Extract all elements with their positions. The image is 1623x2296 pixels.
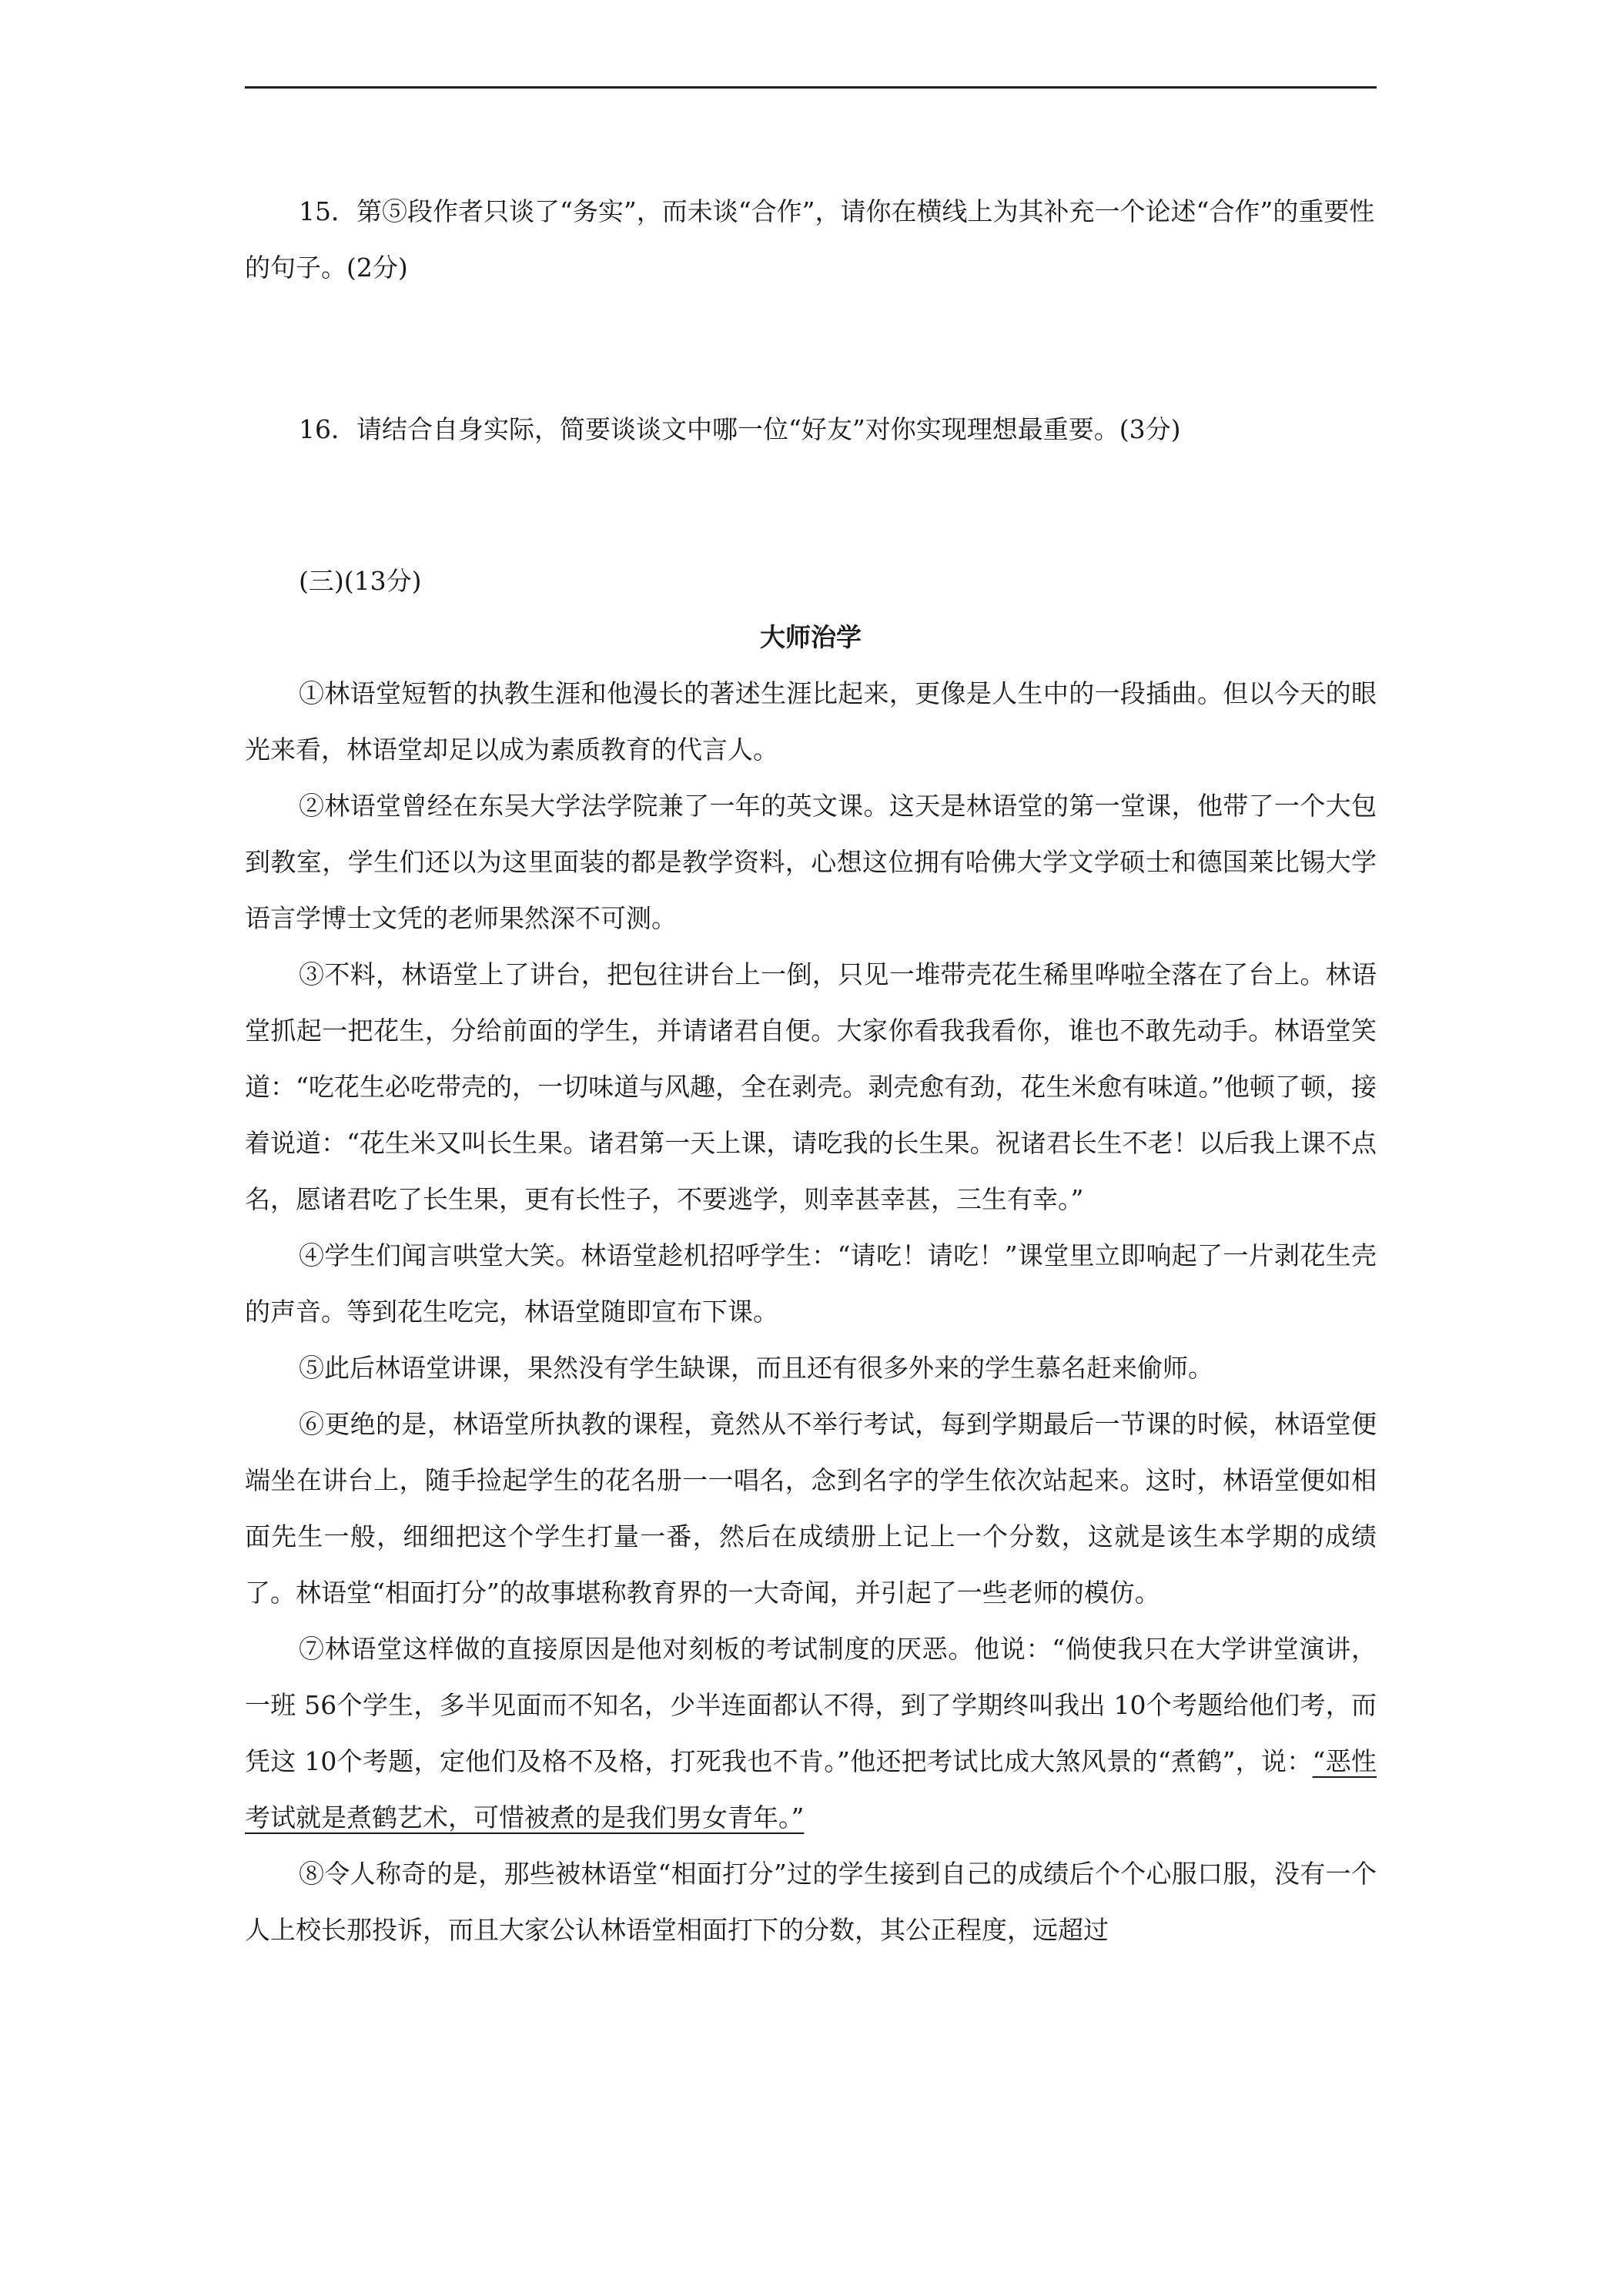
paragraph-4: ④学生们闻言哄堂大笑。林语堂趁机招呼学生：“请吃！请吃！”课堂里立即响起了一片剥花生壳的声音。等到花生吃完，林语堂随即宣布下课。 bbox=[245, 1240, 1377, 1327]
question-16 bbox=[245, 401, 1377, 457]
header-rule bbox=[245, 86, 1377, 89]
paragraph-1: ①林语堂短暂的执教生涯和他漫长的著述生涯比起来，更像是人生中的一段插曲。但以今天的眼光来看，林语堂却足以成为素质教育的代言人。 bbox=[245, 678, 1377, 765]
paragraph-2: ②林语堂曾经在东吴大学法学院兼了一年的英文课。这天是林语堂的第一堂课，他带了一个大包到教室，学生们还以为这里面装的都是教学资料，心想这位拥有哈佛大学文学硕士和德国莱比锡大学语言学博士文凭的老师果然深不可测。 bbox=[245, 791, 1377, 933]
paragraph-3: ③不料，林语堂上了讲台，把包往讲台上一倒，只见一堆带壳花生稀里哗啦全落在了台上。林语堂抓起一把花生，分给前面的学生，并请诸君自便。大家你看我我看你，谁也不敢先动手。林语堂笑道：“吃花生必吃带壳的，一切味道与风趣，全在剥壳。剥壳愈有劲，花生米愈有味道。”他顿了顿，接着说道：“花生米又叫长生果。诸君第一天上课，请吃我的长生果。祝诸君长生不老！以后我上课不点名，愿诸君吃了长生果，更有长性子，不要逃学，则幸甚幸甚，三生有幸。” bbox=[245, 959, 1377, 1214]
paragraph-8: ⑧令人称奇的是，那些被林语堂“相面打分”过的学生接到自己的成绩后个个心服口服，没有一个人上校长那投诉，而且大家公认林语堂相面打下的分数，其公正程度，远超过 bbox=[245, 1859, 1377, 1945]
paragraph-7 bbox=[245, 1621, 1377, 1846]
question-15-text: 15．第⑤段作者只谈了“务实”，而未谈“合作”，请你在横线上为其补充一个论述“合作”的重要性的句子。(2分) bbox=[245, 196, 1375, 283]
section-label: (三)(13分) bbox=[299, 566, 422, 596]
question-16-text: 16．请结合自身实际，简要谈谈文中哪一位“好友”对你实现理想最重要。(3分) bbox=[299, 414, 1181, 444]
question-15 bbox=[245, 183, 1377, 296]
paragraph-5: ⑤此后林语堂讲课，果然没有学生缺课，而且还有很多外来的学生慕名赶来偷师。 bbox=[299, 1353, 1213, 1383]
paragraph-7-text: ⑦林语堂这样做的直接原因是他对刻板的考试制度的厌恶。他说：“倘使我只在大学讲堂演讲，一班 56个学生，多半见面而不知名，少半连面都认不得，到了学期终叫我出 10个考题给他们考，而凭这 10个考题，定他们及格不及格，打死我也不肯。”他还把考试比成大煞风景的“煮鹤”，说： bbox=[245, 1634, 1377, 1776]
article-title: 大师治学 bbox=[760, 622, 862, 652]
reading-section-3 bbox=[245, 553, 1377, 1958]
paragraph-6: ⑥更绝的是，林语堂所执教的课程，竟然从不举行考试，每到学期最后一节课的时候，林语堂便端坐在讲台上，随手捡起学生的花名册一一唱名，念到名字的学生依次站起来。这时，林语堂便如相面先生一般，细细把这个学生打量一番，然后在成绩册上记上一个分数，这就是该生本学期的成绩了。林语堂“相面打分”的故事堪称教育界的一大奇闻，并引起了一些老师的模仿。 bbox=[245, 1409, 1377, 1608]
underlined-quote: “恶性考试就是煮鹤艺术，可惜被煮的是我们男女青年。” bbox=[245, 1746, 1377, 1832]
